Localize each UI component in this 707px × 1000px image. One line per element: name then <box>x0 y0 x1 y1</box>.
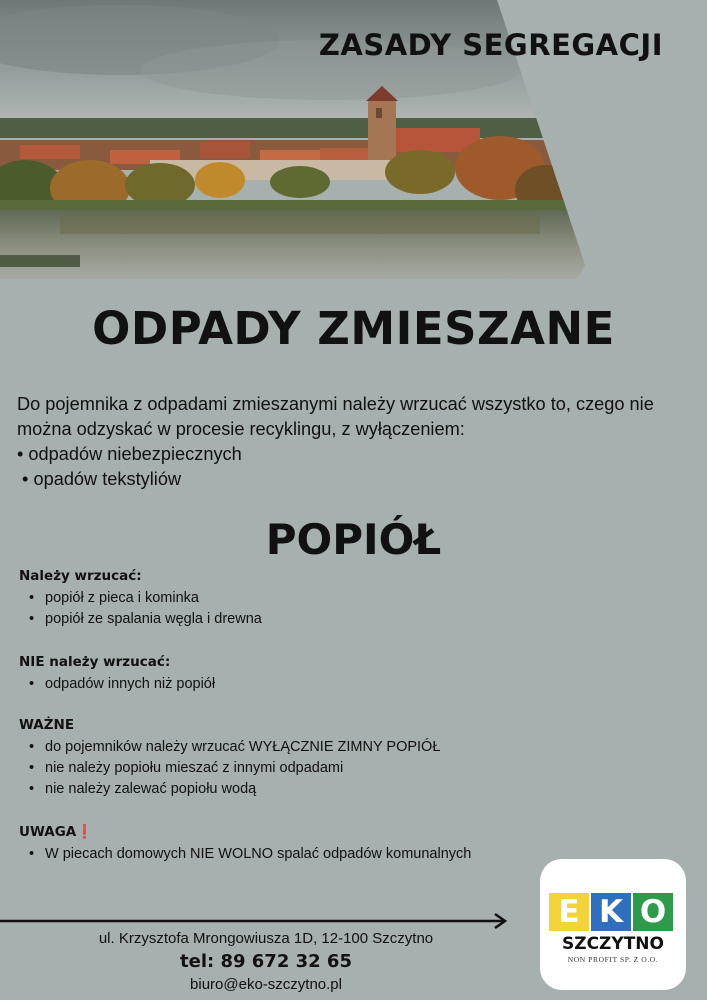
important-list <box>19 737 619 800</box>
logo-letter-k: K <box>591 893 631 931</box>
arrow-divider-icon <box>0 912 510 930</box>
ash-important-section <box>19 717 619 800</box>
exclusion-item: • opadów tekstyliów <box>17 469 182 489</box>
section-title: NIE należy wrzucać: <box>19 654 171 670</box>
allowed-list <box>19 588 619 630</box>
ash-warning-section <box>19 824 619 865</box>
logo-tiles <box>549 893 675 931</box>
list-item: • do pojemników należy wrzucać WYŁĄCZNIE ZIMNY POPIÓŁ <box>19 737 619 758</box>
section-title: Należy wrzucać: <box>19 568 142 584</box>
warning-title: UWAGA <box>19 824 77 840</box>
logo-subtitle: NON PROFIT SP. Z O.O. <box>567 955 659 964</box>
mixed-waste-description: Do pojemnika z odpadami zmieszanymi należy wrzucać wszystko to, czego nie można odzyskać w procesie recyklingu, z wyłączeniem: <box>17 394 654 439</box>
footer-email: biuro@eko-szczytno.pl <box>190 976 342 993</box>
mixed-waste-description-block <box>17 392 697 492</box>
not-allowed-list <box>19 674 619 695</box>
exclusion-item: • odpadów niebezpiecznych <box>17 444 242 464</box>
footer-address: ul. Krzysztofa Mrongowiusza 1D, 12-100 Szczytno <box>98 930 434 947</box>
list-item: • nie należy zalewać popiołu wodą <box>19 779 619 800</box>
section-title: WAŻNE <box>19 717 75 733</box>
logo-letter-o: O <box>633 893 673 931</box>
ash-not-allowed-section <box>19 654 619 695</box>
ash-allowed-section <box>19 568 619 630</box>
list-item: • odpadów innych niż popiół <box>19 674 619 695</box>
section-title <box>19 824 619 840</box>
eko-szczytno-logo <box>540 859 686 990</box>
list-item: • popiół ze spalania węgla i drewna <box>19 609 619 630</box>
footer-phone: tel: 89 672 32 65 <box>180 951 352 972</box>
list-item: • nie należy popiołu mieszać z innymi odpadami <box>19 758 619 779</box>
ash-heading: POPIÓŁ <box>265 515 442 564</box>
list-item: • popiół z pieca i kominka <box>19 588 619 609</box>
list-item: • W piecach domowych NIE WOLNO spalać odpadów komunalnych <box>19 844 619 865</box>
header-title: ZASADY SEGREGACJI <box>318 28 663 62</box>
logo-name: SZCZYTNO <box>562 934 664 954</box>
mixed-waste-heading: ODPADY ZMIESZANE <box>92 302 615 355</box>
mixed-waste-exclusions <box>17 442 697 492</box>
logo-letter-e: E <box>549 893 589 931</box>
warning-list <box>19 844 619 865</box>
exclamation-icon: ❗ <box>76 824 94 840</box>
